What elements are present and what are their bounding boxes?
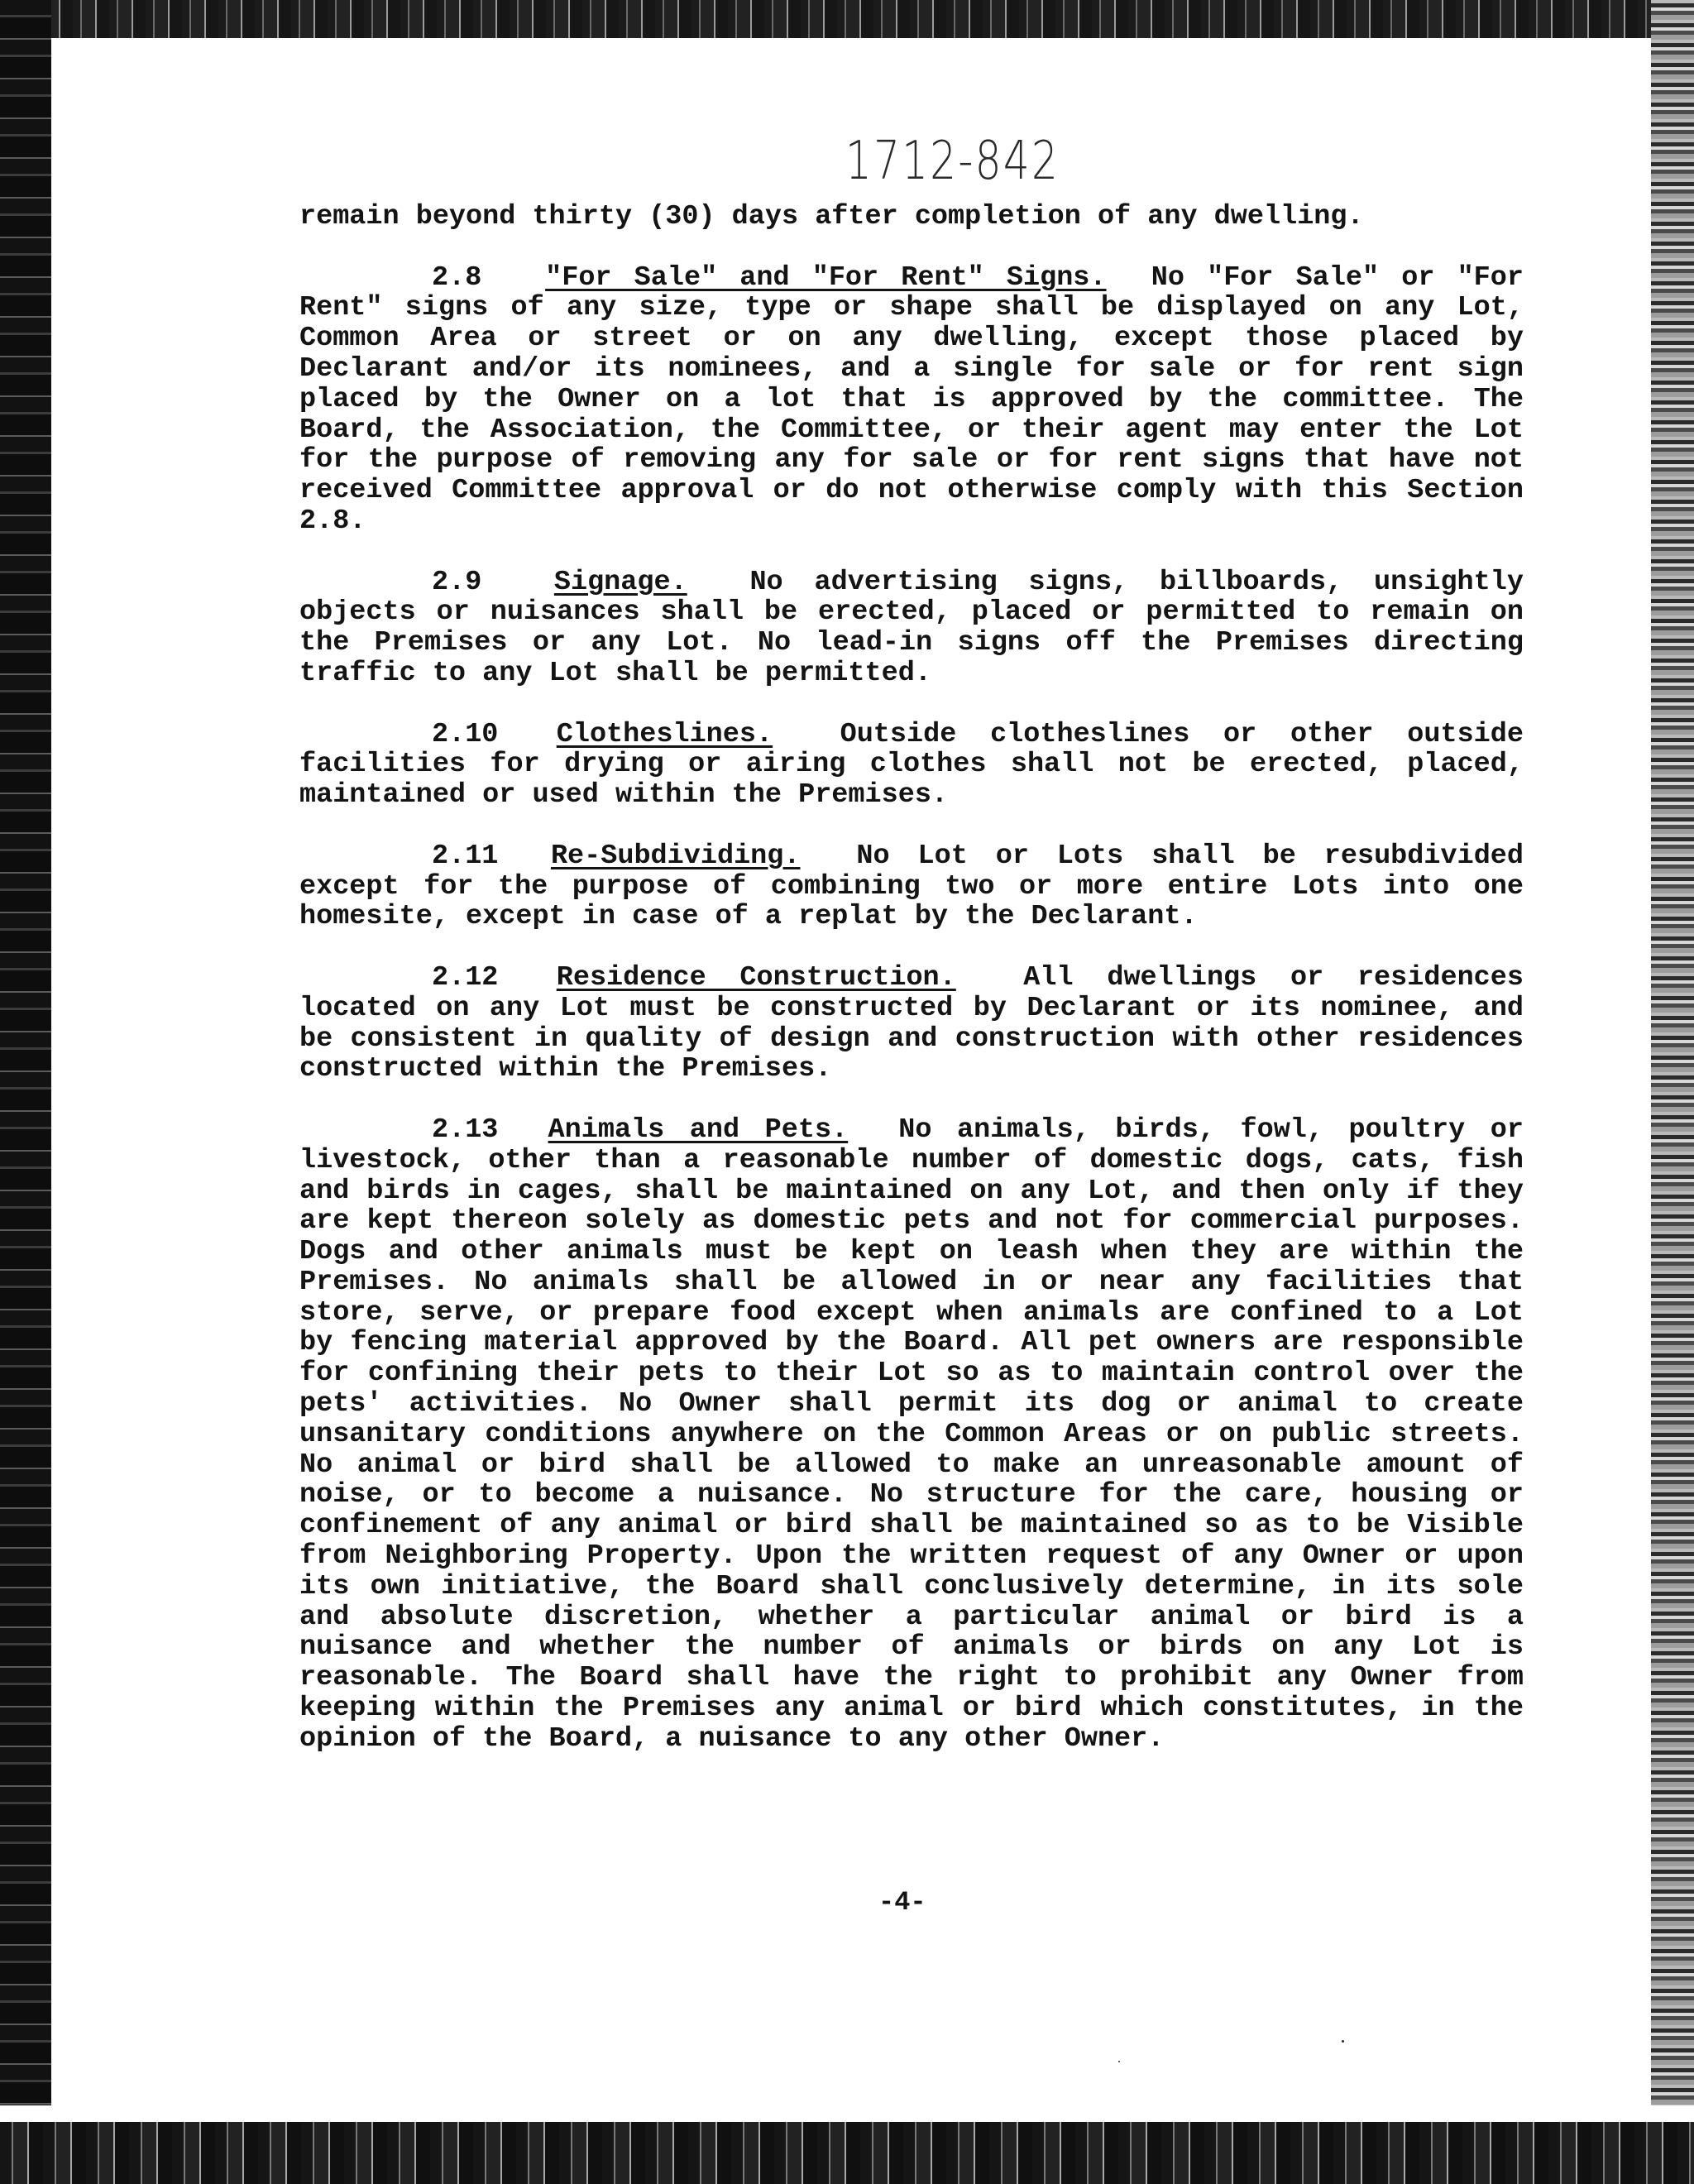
scan-speck bbox=[1118, 2061, 1120, 2062]
document-body bbox=[299, 202, 1524, 1784]
lead-line: remain beyond thirty (30) days after completion of any dwelling. bbox=[299, 201, 1364, 232]
section-body: No advertising signs, billboards, unsightly objects or nuisances shall be erected, placed or permitted to remain on the Premises or any Lot. No lead-in signs off the Premises directing traffic to any Lot shall be permitted. bbox=[299, 566, 1524, 689]
section-2-10 bbox=[299, 720, 1524, 811]
section-number: 2.9 bbox=[432, 566, 482, 598]
section-number: 2.13 bbox=[432, 1114, 499, 1146]
scan-border-left bbox=[0, 0, 51, 2184]
section-heading: "For Sale" and "For Rent" Signs. bbox=[545, 261, 1107, 294]
document-page bbox=[51, 38, 1651, 2122]
section-heading: Animals and Pets. bbox=[548, 1114, 849, 1146]
section-heading: Residence Construction. bbox=[556, 961, 956, 994]
section-2-9 bbox=[299, 568, 1524, 689]
scan-border-right bbox=[1651, 0, 1694, 2184]
scan-speck bbox=[1342, 2040, 1344, 2043]
section-number: 2.12 bbox=[432, 961, 499, 994]
scan-border-top bbox=[0, 0, 1694, 38]
section-body: No animals, birds, fowl, poultry or livestock, other than a reasonable number of domestic dogs, cats, fish and birds in cages, shall be maintained on any Lot, and then only if they are kept thereon solely as domestic pets and not for commercial purposes. Dogs and other animals must be kept on leash when they are within the Premises. No animals shall be allowed in or near any facilities that store, serve, or prepare food except when animals are confined to a Lot by fencing material approved by the Board. All pet owners are responsible for confining their pets to their Lot so as to maintain control over the pets' activities. No Owner shall permit its dog or animal to create unsanitary conditions anywhere on the Common Areas or on public streets. No animal or bird shall be allowed to make an unreasonable amount of noise, or to become a nuisance. No structure for the care, housing or confinement of any animal or bird shall be maintained so as to be Visible from Neighboring Property. Upon the written request of any Owner or upon its own initiative, the Board shall conclusively determine, in its sole and absolute discretion, whether a particular animal or bird is a nuisance and whether the number of animals or birds on any Lot is reasonable. The Board shall have the right to prohibit any Owner from keeping within the Premises any animal or bird which constitutes, in the opinion of the Board, a nuisance to any other Owner. bbox=[299, 1114, 1524, 1755]
section-body: No Lot or Lots shall be resubdivided except for the purpose of combining two or more entire Lots into one homesite, except in case of a replat by the Declarant. bbox=[299, 840, 1524, 933]
section-heading: Clotheslines. bbox=[556, 718, 773, 750]
document-number: 1712-842 bbox=[845, 131, 1060, 192]
page-number: -4- bbox=[878, 1887, 926, 1918]
section-2-11 bbox=[299, 841, 1524, 932]
section-number: 2.10 bbox=[432, 718, 499, 750]
section-heading: Signage. bbox=[553, 566, 687, 598]
section-number: 2.11 bbox=[432, 840, 499, 872]
section-body: Outside clotheslines or other outside facilities for drying or airing clothes shall not be erected, placed, maintained or used within the Premises. bbox=[299, 718, 1524, 812]
section-number: 2.8 bbox=[432, 261, 482, 294]
section-body: All dwellings or residences located on any Lot must be constructed by Declarant or its nominee, and be consistent in quality of design and construction with other residences constructed within the Premises. bbox=[299, 961, 1524, 1085]
section-2-8 bbox=[299, 263, 1524, 537]
section-heading: Re-Subdividing. bbox=[550, 840, 801, 872]
section-2-13 bbox=[299, 1115, 1524, 1755]
section-2-12 bbox=[299, 963, 1524, 1085]
section-body: No "For Sale" or "For Rent" signs of any size, type or shape shall be displayed on any Lot, Common Area or street or on any dwelling, except those placed by Declarant and/or its nominees, and a single for sale or for rent sign placed by the Owner on a lot that is approved by the committee. The Board, the Association, the Committee, or their agent may enter the Lot for the purpose of removing any for sale or for rent signs that have not received Committee approval or do not otherwise comply with this Section 2.8. bbox=[299, 261, 1524, 537]
